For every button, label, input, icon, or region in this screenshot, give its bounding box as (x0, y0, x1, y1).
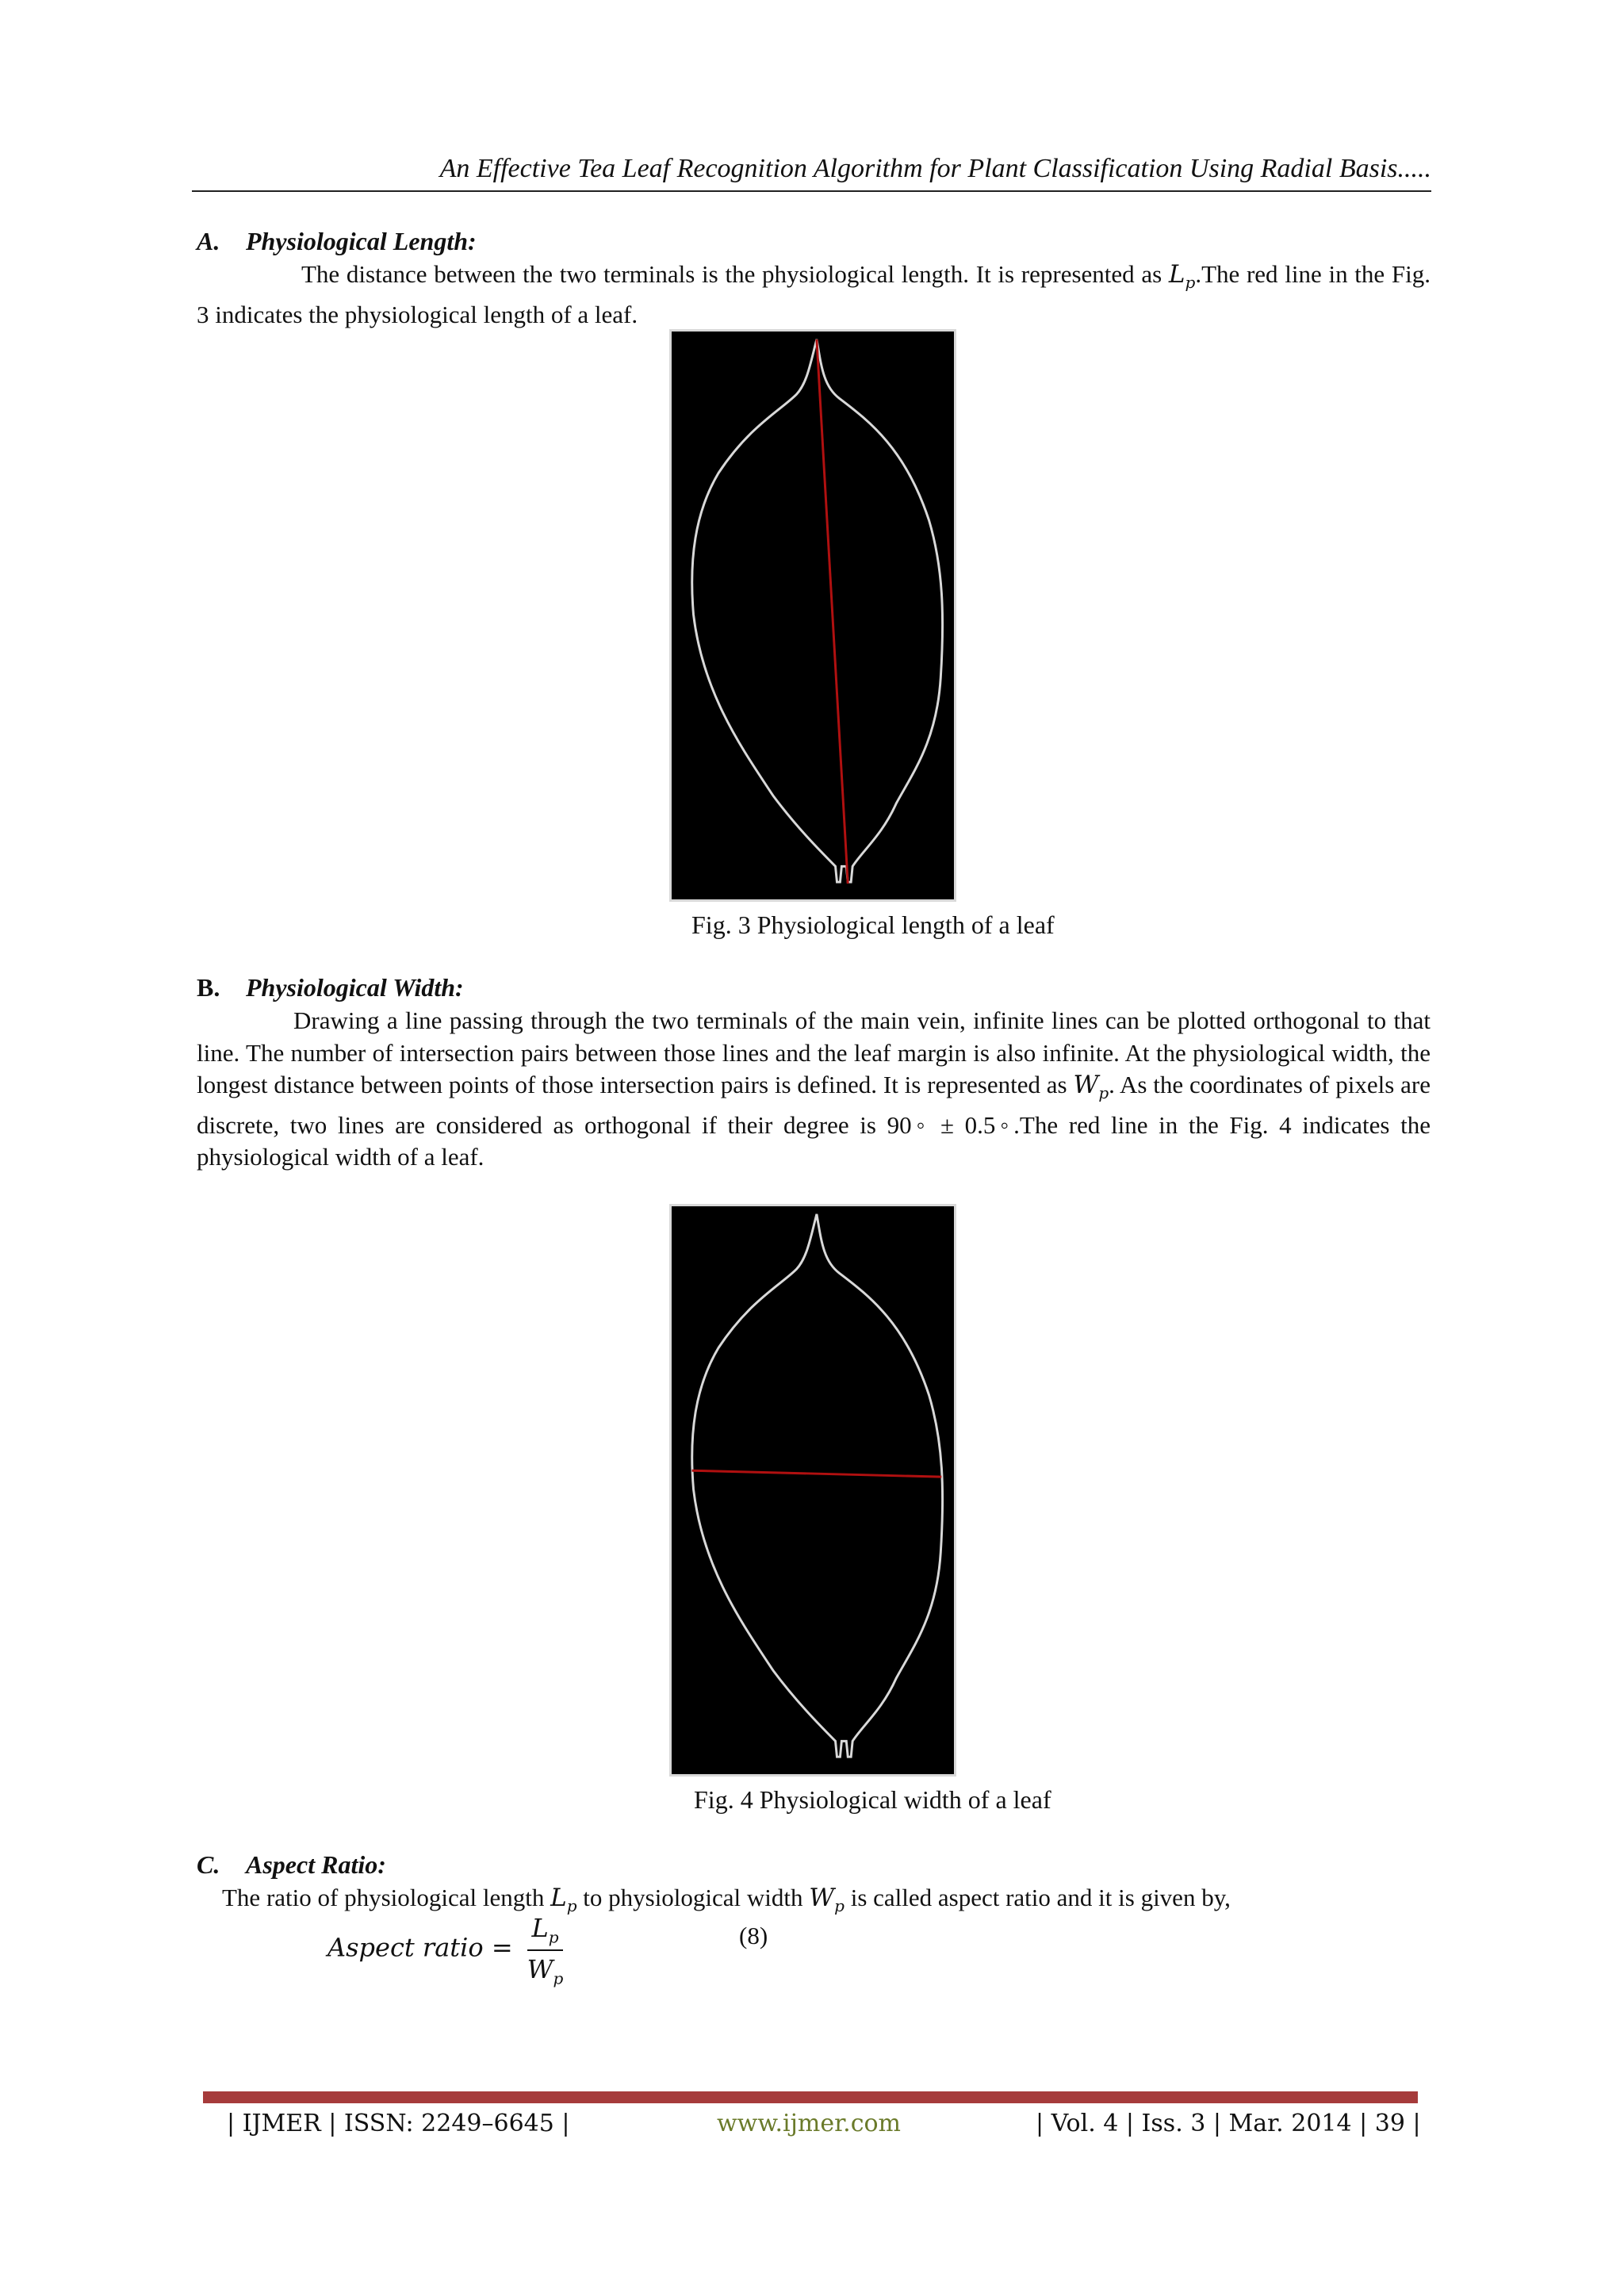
running-header (192, 152, 1431, 192)
wp-symbol: $W_p$ (1073, 1071, 1109, 1103)
section-b-letter: B. (197, 973, 220, 1002)
section-c-letter: C. (197, 1850, 220, 1879)
equation-number: (8) (739, 1922, 768, 1949)
leaf-outline (692, 339, 943, 882)
lp-symbol: $L_p$ (1168, 260, 1196, 293)
equation-numerator: $L_p$ (527, 1913, 564, 1951)
footer-volume-info: | Vol. 4 | Iss. 3 | Mar. 2014 | 39 | (1036, 2110, 1421, 2137)
section-b-heading (197, 973, 464, 1002)
section-c-text-2: to physiological width (576, 1884, 810, 1911)
section-a-text-1: The distance between the two terminals is the physiological length. It is represented as (301, 260, 1169, 288)
figure-4-image (669, 1204, 956, 1777)
figure-3-image (669, 329, 956, 902)
section-a-heading (197, 227, 477, 256)
figure-3-caption: Fig. 3 Physiological length of a leaf (691, 910, 1055, 939)
figure-4-caption: Fig. 4 Physiological width of a leaf (694, 1785, 1051, 1814)
equation-fraction (527, 1913, 564, 1988)
footer-journal-info: | IJMER | ISSN: 2249–6645 | (227, 2110, 570, 2137)
header-title: An Effective Tea Leaf Recognition Algorithm for Plant Classification Using Radial Basis..... (439, 154, 1431, 183)
footer-website-link[interactable]: www.ijmer.com (717, 2110, 902, 2137)
section-b-title: Physiological Width: (246, 973, 464, 1002)
section-c-title: Aspect Ratio: (246, 1850, 386, 1879)
leaf-outline-drawing (672, 1206, 954, 1774)
section-a-letter: A. (197, 227, 220, 255)
aspect-ratio-equation (327, 1913, 563, 1988)
leaf-outline-drawing (672, 332, 954, 899)
section-a-text-2: .The red line in the Fig. 3 indicates the physiological length of a leaf. (197, 260, 1431, 328)
lp-symbol: $L_p$ (550, 1884, 577, 1916)
section-c-heading (197, 1850, 386, 1880)
physiological-length-line (817, 339, 848, 884)
section-c-text-3: is called aspect ratio and it is given by, (844, 1884, 1231, 1911)
equation-lhs: Aspect ratio = (327, 1932, 513, 1963)
physiological-width-line (692, 1470, 942, 1477)
section-a-title: Physiological Length: (246, 227, 477, 255)
equation-denominator: $W_p$ (527, 1954, 564, 1988)
section-b-paragraph (197, 1005, 1431, 1174)
section-c-text-1: The ratio of physiological length (222, 1884, 551, 1911)
leaf-outline (692, 1214, 943, 1757)
wp-symbol: $W_p$ (809, 1884, 845, 1916)
section-b-text-2: . As the coordinates of pixels are discrete, two lines are considered as orthogonal if their degree is 90◦ ± 0.5◦.The red line in the Fig. 4 indicates the physiological width of a leaf. (197, 1071, 1431, 1171)
section-a-paragraph (197, 259, 1431, 331)
section-b-text-1: Drawing a line passing through the two terminals of the main vein, infinite lines can be plotted orthogonal to that line. The number of intersection pairs between those lines and the leaf margin is also infinite. At the physiological width, the longest distance between points of those intersection pairs is defined. It is represented as (197, 1006, 1431, 1098)
footer-bar (203, 2091, 1418, 2103)
